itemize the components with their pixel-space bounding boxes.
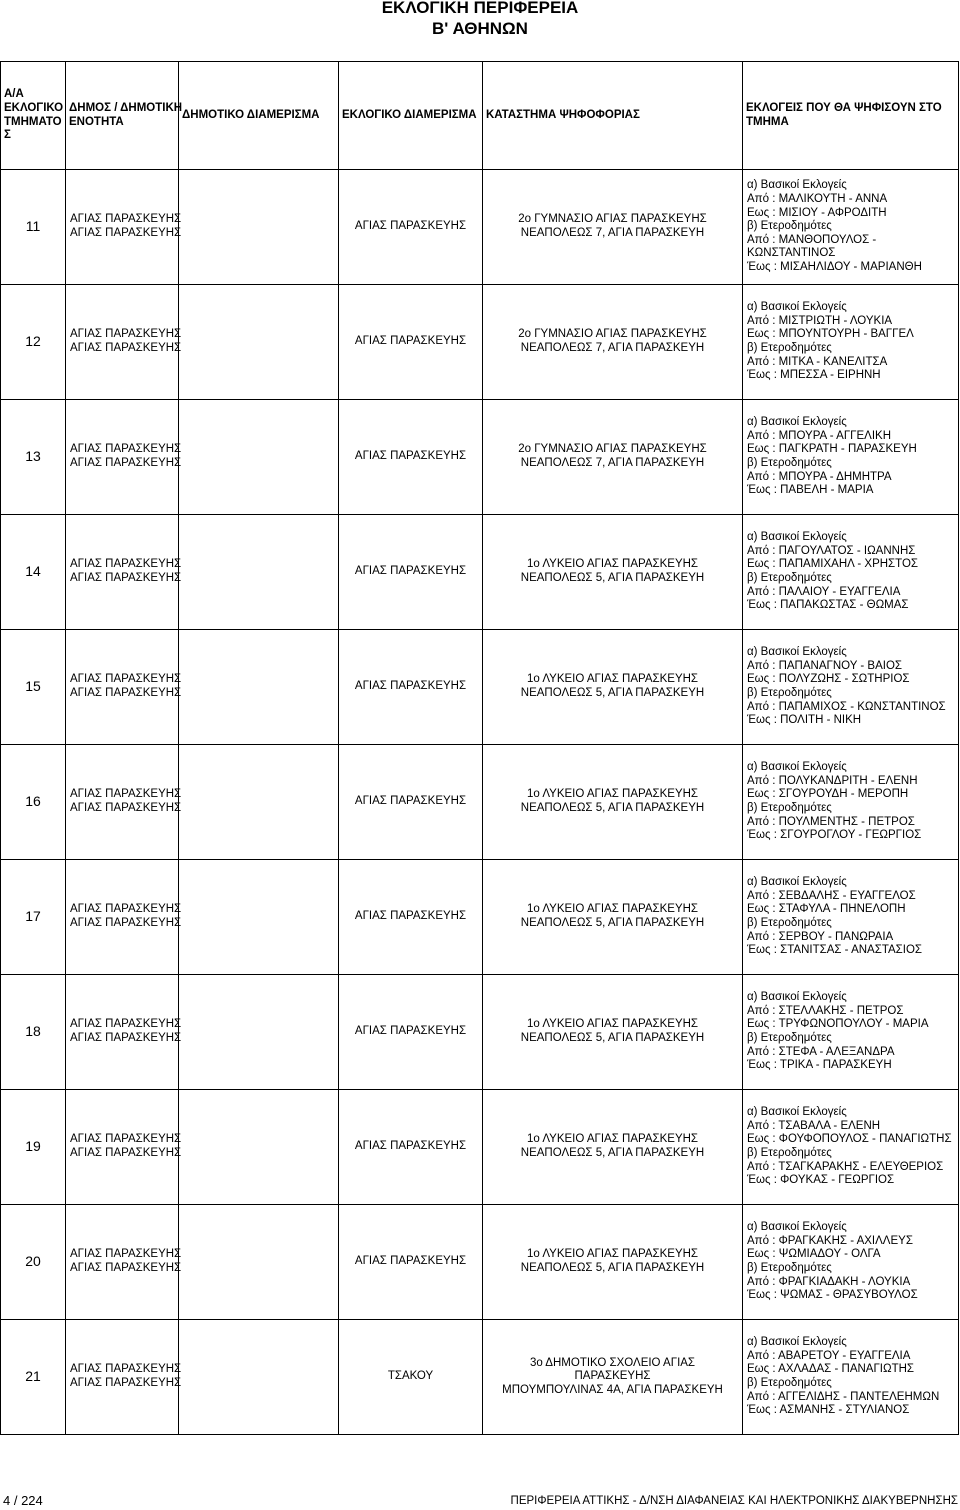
page-number: 4 / 224 <box>3 1493 43 1508</box>
electoral-district-cell: ΑΓΙΑΣ ΠΑΡΑΣΚΕΥΗΣ <box>339 1090 483 1205</box>
table-row <box>1 515 959 630</box>
voters-line: Εως : ΜΠΟΥΝΤΟΥΡΗ - ΒΑΓΓΕΛ <box>747 328 914 341</box>
voters-line: α) Βασικοί Εκλογείς <box>747 646 847 659</box>
voters-line: Έως : ΣΤΑΝΙΤΣΑΣ - ΑΝΑΣΤΑΣΙΟΣ <box>747 944 923 957</box>
polling-station-line: 1ο ΛΥΚΕΙΟ ΑΓΙΑΣ ΠΑΡΑΣΚΕΥΗΣ <box>526 788 699 801</box>
polling-station-cell <box>483 630 743 745</box>
polling-station-cell <box>483 1320 743 1435</box>
voters-line: Εως : ΜΙΣΙΟΥ - ΑΦΡΟΔΙΤΗ <box>747 206 887 219</box>
municipal-district-cell <box>179 630 339 745</box>
voters-line: Από : ΑΒΑΡΕΤΟΥ - ΕΥΑΓΓΕΛΙΑ <box>747 1349 911 1362</box>
voters-line: Από : ΦΡΑΓΚΑΚΗΣ - ΑΧΙΛΛΕΥΣ <box>747 1234 913 1247</box>
voters-line: β) Ετεροδημότες <box>747 1377 832 1389</box>
voters-line: Από : ΜΑΝΘΟΠΟΥΛΟΣ - <box>747 233 877 246</box>
polling-station-line: ΝΕΑΠΟΛΕΩΣ 5, ΑΓΙΑ ΠΑΡΑΣΚΕΥΗ <box>520 917 705 929</box>
voters-line: α) Βασικοί Εκλογείς <box>747 1336 847 1349</box>
voters-line: β) Ετεροδημότες <box>747 220 832 233</box>
voters-cell <box>743 1320 959 1435</box>
column-header-section-number <box>1 62 66 170</box>
electoral-district-cell: ΑΓΙΑΣ ΠΑΡΑΣΚΕΥΗΣ <box>339 285 483 400</box>
municipality-line: ΑΓΙΑΣ ΠΑΡΑΣΚΕΥΗΣ <box>70 1018 182 1031</box>
municipality-line: ΑΓΙΑΣ ΠΑΡΑΣΚΕΥΗΣ <box>70 443 182 456</box>
section-number-cell: 13 <box>1 400 66 515</box>
voters-cell <box>743 630 959 745</box>
voters-line: β) Ετεροδημότες <box>747 1147 832 1159</box>
municipality-line: ΑΓΙΑΣ ΠΑΡΑΣΚΕΥΗΣ <box>70 917 182 929</box>
voters-line: β) Ετεροδημότες <box>747 1262 832 1274</box>
voters-line: Έως : ΨΩΜΑΣ - ΘΡΑΣΥΒΟΥΛΟΣ <box>747 1289 918 1302</box>
voters-line: β) Ετεροδημότες <box>747 917 832 929</box>
voters-line: Από : ΤΣΑΓΚΑΡΑΚΗΣ - ΕΛΕΥΘΕΡΙΟΣ <box>747 1160 944 1173</box>
municipal-district-cell <box>179 285 339 400</box>
municipal-district-cell <box>179 1205 339 1320</box>
municipality-cell <box>66 515 182 630</box>
header-line: ΔΗΜΟΤΙΚΟ ΔΙΑΜΕΡΙΣΜΑ <box>182 108 320 121</box>
column-header-municipality <box>66 62 183 170</box>
voters-line: Εως : ΣΤΑΦΥΛΑ - ΠΗΝΕΛΟΠΗ <box>747 903 906 916</box>
municipality-cell <box>66 630 182 745</box>
electoral-district-cell: ΑΓΙΑΣ ΠΑΡΑΣΚΕΥΗΣ <box>339 1205 483 1320</box>
polling-station-line: 1ο ΛΥΚΕΙΟ ΑΓΙΑΣ ΠΑΡΑΣΚΕΥΗΣ <box>526 673 699 686</box>
municipality-cell <box>66 860 182 975</box>
municipality-line: ΑΓΙΑΣ ΠΑΡΑΣΚΕΥΗΣ <box>70 1248 182 1261</box>
voters-cell <box>743 1205 959 1320</box>
table-row <box>1 400 959 515</box>
voters-line: Από : ΜΙΣΤΡΙΩΤΗ - ΛΟΥΚΙΑ <box>747 314 893 327</box>
voters-line: Από : ΠΟΛΥΚΑΝΔΡΙΤΗ - ΕΛΕΝΗ <box>747 774 918 787</box>
section-number-cell: 14 <box>1 515 66 630</box>
section-number-cell: 15 <box>1 630 66 745</box>
header-line: Α/Α <box>4 88 24 101</box>
polling-station-line: 1ο ΛΥΚΕΙΟ ΑΓΙΑΣ ΠΑΡΑΣΚΕΥΗΣ <box>526 1133 699 1146</box>
polling-station-cell <box>483 285 743 400</box>
voters-line: α) Βασικοί Εκλογείς <box>747 876 847 889</box>
section-number-cell: 16 <box>1 745 66 860</box>
voters-cell <box>743 975 959 1090</box>
voters-line: Έως : ΑΣΜΑΝΗΣ - ΣΤΥΛΙΑΝΟΣ <box>747 1404 910 1417</box>
section-number-cell: 19 <box>1 1090 66 1205</box>
voters-line: Από : ΠΑΠΑΝΑΓΝΟΥ - ΒΑΙΟΣ <box>747 659 902 672</box>
municipality-cell <box>66 745 182 860</box>
municipal-district-cell <box>179 515 339 630</box>
page-title: ΕΚΛΟΓΙΚΗ ΠΕΡΙΦΕΡΕΙΑ <box>381 0 579 17</box>
municipality-cell <box>66 400 182 515</box>
polling-station-line: ΜΠΟΥΜΠΟΥΛΙΝΑΣ 4Α, ΑΓΙΑ ΠΑΡΑΣΚΕΥΗ <box>502 1383 723 1396</box>
electoral-district-cell: ΑΓΙΑΣ ΠΑΡΑΣΚΕΥΗΣ <box>339 515 483 630</box>
municipality-line: ΑΓΙΑΣ ΠΑΡΑΣΚΕΥΗΣ <box>70 903 182 916</box>
voters-line: Έως : ΠΟΛΙΤΗ - ΝΙΚΗ <box>747 714 862 727</box>
voters-line: Από : ΠΑΓΟΥΛΑΤΟΣ - ΙΩΑΝΝΗΣ <box>747 544 916 557</box>
polling-station-cell <box>483 860 743 975</box>
header-line: Σ <box>4 129 11 142</box>
polling-station-line: 2ο ΓΥΜΝΑΣΙΟ ΑΓΙΑΣ ΠΑΡΑΣΚΕΥΗΣ <box>518 213 707 226</box>
voters-line: Από : ΠΑΛΑΙΟΥ - ΕΥΑΓΓΕΛΙΑ <box>747 585 901 598</box>
voters-line: Από : ΤΣΑΒΑΛΑ - ΕΛΕΝΗ <box>747 1119 881 1132</box>
table-row <box>1 1205 959 1320</box>
voters-cell <box>743 400 959 515</box>
voters-line: ΚΩΝΣΤΑΝΤΙΝΟΣ <box>747 247 836 260</box>
voters-line: α) Βασικοί Εκλογείς <box>747 301 847 314</box>
voters-line: β) Ετεροδημότες <box>747 342 832 354</box>
section-number-cell: 17 <box>1 860 66 975</box>
municipality-line: ΑΓΙΑΣ ΠΑΡΑΣΚΕΥΗΣ <box>70 227 182 239</box>
polling-station-cell <box>483 745 743 860</box>
column-header-polling-station <box>483 62 743 170</box>
voters-cell <box>743 745 959 860</box>
electoral-district-cell: ΑΓΙΑΣ ΠΑΡΑΣΚΕΥΗΣ <box>339 860 483 975</box>
polling-station-line: 2ο ΓΥΜΝΑΣΙΟ ΑΓΙΑΣ ΠΑΡΑΣΚΕΥΗΣ <box>518 328 707 341</box>
polling-stations-table <box>0 61 959 1435</box>
table-row <box>1 745 959 860</box>
municipality-cell <box>66 1320 182 1435</box>
table-header-row <box>1 62 959 170</box>
voters-line: Εως : ΤΡΥΦΩΝΟΠΟΥΛΟΥ - ΜΑΡΙΑ <box>747 1018 929 1031</box>
voters-line: α) Βασικοί Εκλογείς <box>747 1106 847 1119</box>
municipal-district-cell <box>179 1090 339 1205</box>
polling-station-cell <box>483 1205 743 1320</box>
section-number-cell: 11 <box>1 170 66 285</box>
municipality-line: ΑΓΙΑΣ ΠΑΡΑΣΚΕΥΗΣ <box>70 1133 182 1146</box>
header-line: ΤΜΗΜΑ <box>746 115 789 128</box>
municipal-district-cell <box>179 975 339 1090</box>
voters-line: Από : ΣΕΡΒΟΥ - ΠΑΝΩΡΑΙΑ <box>747 930 894 943</box>
voters-line: Εως : ΦΟΥΦΟΠΟΥΛΟΣ - ΠΑΝΑΓΙΩΤΗΣ <box>747 1133 952 1146</box>
header-line: ΔΗΜΟΣ / ΔΗΜΟΤΙΚΗ <box>69 101 183 114</box>
voters-line: Εως : ΣΓΟΥΡΟΥΔΗ - ΜΕΡΟΠΗ <box>747 788 909 801</box>
voters-line: Από : ΦΡΑΓΚΙΑΔΑΚΗ - ΛΟΥΚΙΑ <box>747 1275 911 1288</box>
voters-cell <box>743 860 959 975</box>
voters-line: α) Βασικοί Εκλογείς <box>747 991 847 1004</box>
voters-line: α) Βασικοί Εκλογείς <box>747 416 847 429</box>
voters-line: Από : ΜΠΟΥΡΑ - ΔΗΜΗΤΡΑ <box>747 470 892 483</box>
polling-station-line: ΝΕΑΠΟΛΕΩΣ 7, ΑΓΙΑ ΠΑΡΑΣΚΕΥΗ <box>520 227 705 239</box>
voters-line: α) Βασικοί Εκλογείς <box>747 531 847 544</box>
electoral-district-cell: ΑΓΙΑΣ ΠΑΡΑΣΚΕΥΗΣ <box>339 975 483 1090</box>
municipality-line: ΑΓΙΑΣ ΠΑΡΑΣΚΕΥΗΣ <box>70 673 182 686</box>
column-header-voters <box>743 62 959 170</box>
municipality-cell <box>66 1205 182 1320</box>
electoral-district-cell: ΑΓΙΑΣ ΠΑΡΑΣΚΕΥΗΣ <box>339 170 483 285</box>
electoral-district-cell: ΑΓΙΑΣ ΠΑΡΑΣΚΕΥΗΣ <box>339 745 483 860</box>
municipality-cell <box>66 975 182 1090</box>
header-line: ΕΚΛΟΓΙΚΟ ΔΙΑΜΕΡΙΣΜΑ <box>342 108 477 121</box>
municipality-line: ΑΓΙΑΣ ΠΑΡΑΣΚΕΥΗΣ <box>70 687 182 699</box>
municipality-line: ΑΓΙΑΣ ΠΑΡΑΣΚΕΥΗΣ <box>70 802 182 814</box>
municipality-cell <box>66 1090 182 1205</box>
header-line: ΚΑΤΑΣΤΗΜΑ ΨΗΦΟΦΟΡΙΑΣ <box>486 108 640 121</box>
municipality-line: ΑΓΙΑΣ ΠΑΡΑΣΚΕΥΗΣ <box>70 328 182 341</box>
table-row <box>1 1320 959 1435</box>
polling-station-line: ΝΕΑΠΟΛΕΩΣ 7, ΑΓΙΑ ΠΑΡΑΣΚΕΥΗ <box>520 457 705 469</box>
table-body <box>1 170 959 1435</box>
polling-station-cell <box>483 1090 743 1205</box>
municipal-district-cell <box>179 745 339 860</box>
municipal-district-cell <box>179 860 339 975</box>
section-number-cell: 12 <box>1 285 66 400</box>
page-subtitle: Β' ΑΘΗΝΩΝ <box>432 19 528 38</box>
polling-station-line: 2ο ΓΥΜΝΑΣΙΟ ΑΓΙΑΣ ΠΑΡΑΣΚΕΥΗΣ <box>518 443 707 456</box>
voters-line: Εως : ΠΑΓΚΡΑΤΗ - ΠΑΡΑΣΚΕΥΗ <box>747 443 917 456</box>
polling-station-line: 1ο ΛΥΚΕΙΟ ΑΓΙΑΣ ΠΑΡΑΣΚΕΥΗΣ <box>526 558 699 571</box>
electoral-district-cell: ΤΣΑΚΟΥ <box>339 1320 483 1435</box>
municipality-line: ΑΓΙΑΣ ΠΑΡΑΣΚΕΥΗΣ <box>70 1262 182 1274</box>
column-header-municipal-district <box>179 62 339 170</box>
voters-line: β) Ετεροδημότες <box>747 802 832 814</box>
municipality-line: ΑΓΙΑΣ ΠΑΡΑΣΚΕΥΗΣ <box>70 1032 182 1044</box>
voters-cell <box>743 170 959 285</box>
voters-line: Έως : ΤΡΙΚΑ - ΠΑΡΑΣΚΕΥΗ <box>747 1059 892 1072</box>
header-line: ΕΚΛΟΓΙΚΟ <box>4 101 64 114</box>
voters-cell <box>743 1090 959 1205</box>
header-line: ΤΜΗΜΑΤΟ <box>4 115 62 128</box>
municipality-line: ΑΓΙΑΣ ΠΑΡΑΣΚΕΥΗΣ <box>70 342 182 354</box>
municipality-line: ΑΓΙΑΣ ΠΑΡΑΣΚΕΥΗΣ <box>70 788 182 801</box>
polling-station-line: 1ο ΛΥΚΕΙΟ ΑΓΙΑΣ ΠΑΡΑΣΚΕΥΗΣ <box>526 1248 699 1261</box>
polling-station-line: 1ο ΛΥΚΕΙΟ ΑΓΙΑΣ ΠΑΡΑΣΚΕΥΗΣ <box>526 903 699 916</box>
polling-station-line: ΝΕΑΠΟΛΕΩΣ 5, ΑΓΙΑ ΠΑΡΑΣΚΕΥΗ <box>520 1147 705 1159</box>
section-number-cell: 18 <box>1 975 66 1090</box>
section-number-cell: 21 <box>1 1320 66 1435</box>
voters-line: Έως : ΦΟΥΚΑΣ - ΓΕΩΡΓΙΟΣ <box>747 1174 895 1187</box>
voters-line: Από : ΜΑΛΙΚΟΥΤΗ - ΑΝΝΑ <box>747 193 888 206</box>
section-number-cell: 20 <box>1 1205 66 1320</box>
municipality-line: ΑΓΙΑΣ ΠΑΡΑΣΚΕΥΗΣ <box>70 558 182 571</box>
voters-line: Εως : ΑΧΛΑΔΑΣ - ΠΑΝΑΓΙΩΤΗΣ <box>747 1363 915 1376</box>
voters-line: α) Βασικοί Εκλογείς <box>747 1221 847 1234</box>
voters-line: Εως : ΠΑΠΑΜΙΧΑΗΛ - ΧΡΗΣΤΟΣ <box>747 558 919 571</box>
table-header <box>1 62 959 170</box>
voters-line: Από : ΜΙΤΚΑ - ΚΑΝΕΛΙΤΣΑ <box>747 355 888 368</box>
voters-line: Έως : ΠΑΠΑΚΩΣΤΑΣ - ΘΩΜΑΣ <box>747 599 909 612</box>
voters-line: β) Ετεροδημότες <box>747 687 832 699</box>
voters-cell <box>743 515 959 630</box>
table-row <box>1 285 959 400</box>
voters-cell <box>743 285 959 400</box>
municipality-line: ΑΓΙΑΣ ΠΑΡΑΣΚΕΥΗΣ <box>70 1363 182 1376</box>
polling-station-cell <box>483 515 743 630</box>
voters-line: Έως : ΜΠΕΣΣΑ - ΕΙΡΗΝΗ <box>747 369 881 382</box>
polling-station-cell <box>483 400 743 515</box>
header-line: ΕΚΛΟΓΕΙΣ ΠΟΥ ΘΑ ΨΗΦΙΣΟΥΝ ΣΤΟ <box>746 101 942 114</box>
table-row <box>1 1090 959 1205</box>
municipal-district-cell <box>179 400 339 515</box>
municipality-cell <box>66 170 182 285</box>
polling-station-line: 1ο ΛΥΚΕΙΟ ΑΓΙΑΣ ΠΑΡΑΣΚΕΥΗΣ <box>526 1018 699 1031</box>
municipality-cell <box>66 285 182 400</box>
polling-station-line: ΝΕΑΠΟΛΕΩΣ 5, ΑΓΙΑ ΠΑΡΑΣΚΕΥΗ <box>520 1032 705 1044</box>
table-row <box>1 170 959 285</box>
table-row <box>1 860 959 975</box>
municipal-district-cell <box>179 1320 339 1435</box>
polling-station-line: ΝΕΑΠΟΛΕΩΣ 7, ΑΓΙΑ ΠΑΡΑΣΚΕΥΗ <box>520 342 705 354</box>
column-header-electoral-district <box>339 62 483 170</box>
voters-line: Από : ΠΟΥΛΜΕΝΤΗΣ - ΠΕΤΡΟΣ <box>747 815 915 828</box>
voters-line: Έως : ΠΑΒΕΛΗ - ΜΑΡΙΑ <box>747 484 874 497</box>
voters-line: β) Ετεροδημότες <box>747 457 832 469</box>
municipality-line: ΑΓΙΑΣ ΠΑΡΑΣΚΕΥΗΣ <box>70 1147 182 1159</box>
table-row <box>1 630 959 745</box>
municipality-line: ΑΓΙΑΣ ΠΑΡΑΣΚΕΥΗΣ <box>70 572 182 584</box>
header-line: ΕΝΟΤΗΤΑ <box>69 115 124 128</box>
polling-station-line: ΝΕΑΠΟΛΕΩΣ 5, ΑΓΙΑ ΠΑΡΑΣΚΕΥΗ <box>520 687 705 699</box>
municipality-line: ΑΓΙΑΣ ΠΑΡΑΣΚΕΥΗΣ <box>70 457 182 469</box>
polling-station-line: ΝΕΑΠΟΛΕΩΣ 5, ΑΓΙΑ ΠΑΡΑΣΚΕΥΗ <box>520 802 705 814</box>
voters-line: α) Βασικοί Εκλογείς <box>747 179 847 192</box>
polling-station-cell <box>483 975 743 1090</box>
municipality-line: ΑΓΙΑΣ ΠΑΡΑΣΚΕΥΗΣ <box>70 213 182 226</box>
municipality-line: ΑΓΙΑΣ ΠΑΡΑΣΚΕΥΗΣ <box>70 1377 182 1389</box>
footer-organization: ΠΕΡΙΦΕΡΕΙΑ ΑΤΤΙΚΗΣ - Δ/ΝΣΗ ΔΙΑΦΑΝΕΙΑΣ ΚΑΙ ΗΛΕΚΤΡΟΝΙΚΗΣ ΔΙΑΚΥΒΕΡΝΗΣΗΣ <box>510 1495 958 1507</box>
electoral-district-cell: ΑΓΙΑΣ ΠΑΡΑΣΚΕΥΗΣ <box>339 630 483 745</box>
polling-station-line: 3ο ΔΗΜΟΤΙΚΟ ΣΧΟΛΕΙΟ ΑΓΙΑΣ <box>529 1356 696 1369</box>
polling-station-line: ΝΕΑΠΟΛΕΩΣ 5, ΑΓΙΑ ΠΑΡΑΣΚΕΥΗ <box>520 1262 705 1274</box>
voters-line: Από : ΣΤΕΦΑ - ΑΛΕΞΑΝΔΡΑ <box>747 1045 895 1058</box>
electoral-district-cell: ΑΓΙΑΣ ΠΑΡΑΣΚΕΥΗΣ <box>339 400 483 515</box>
voters-line: Έως : ΣΓΟΥΡΟΓΛΟΥ - ΓΕΩΡΓΙΟΣ <box>747 829 922 842</box>
voters-line: Από : ΜΠΟΥΡΑ - ΑΓΓΕΛΙΚΗ <box>747 429 892 442</box>
table-row <box>1 975 959 1090</box>
voters-line: β) Ετεροδημότες <box>747 1032 832 1044</box>
voters-line: α) Βασικοί Εκλογείς <box>747 761 847 774</box>
voters-line: β) Ετεροδημότες <box>747 572 832 584</box>
voters-line: Από : ΣΕΒΔΑΛΗΣ - ΕΥΑΓΓΕΛΟΣ <box>747 889 916 902</box>
voters-line: Από : ΑΓΓΕΛΙΔΗΣ - ΠΑΝΤΕΛΕΗΜΩΝ <box>747 1390 940 1403</box>
voters-line: Εως : ΠΟΛΥΖΩΗΣ - ΣΩΤΗΡΙΟΣ <box>747 673 910 686</box>
municipal-district-cell <box>179 170 339 285</box>
voters-line: Από : ΣΤΕΛΛΑΚΗΣ - ΠΕΤΡΟΣ <box>747 1004 904 1017</box>
polling-station-line: ΝΕΑΠΟΛΕΩΣ 5, ΑΓΙΑ ΠΑΡΑΣΚΕΥΗ <box>520 572 705 584</box>
polling-station-line: ΠΑΡΑΣΚΕΥΗΣ <box>574 1370 651 1383</box>
voters-line: Από : ΠΑΠΑΜΙΧΟΣ - ΚΩΝΣΤΑΝΤΙΝΟΣ <box>747 700 946 713</box>
voters-line: Εως : ΨΩΜΙΑΔΟΥ - ΟΛΓΑ <box>747 1248 881 1261</box>
voters-line: Έως : ΜΙΣΑΗΛΙΔΟΥ - ΜΑΡΙΑΝΘΗ <box>747 260 922 273</box>
polling-station-cell <box>483 170 743 285</box>
